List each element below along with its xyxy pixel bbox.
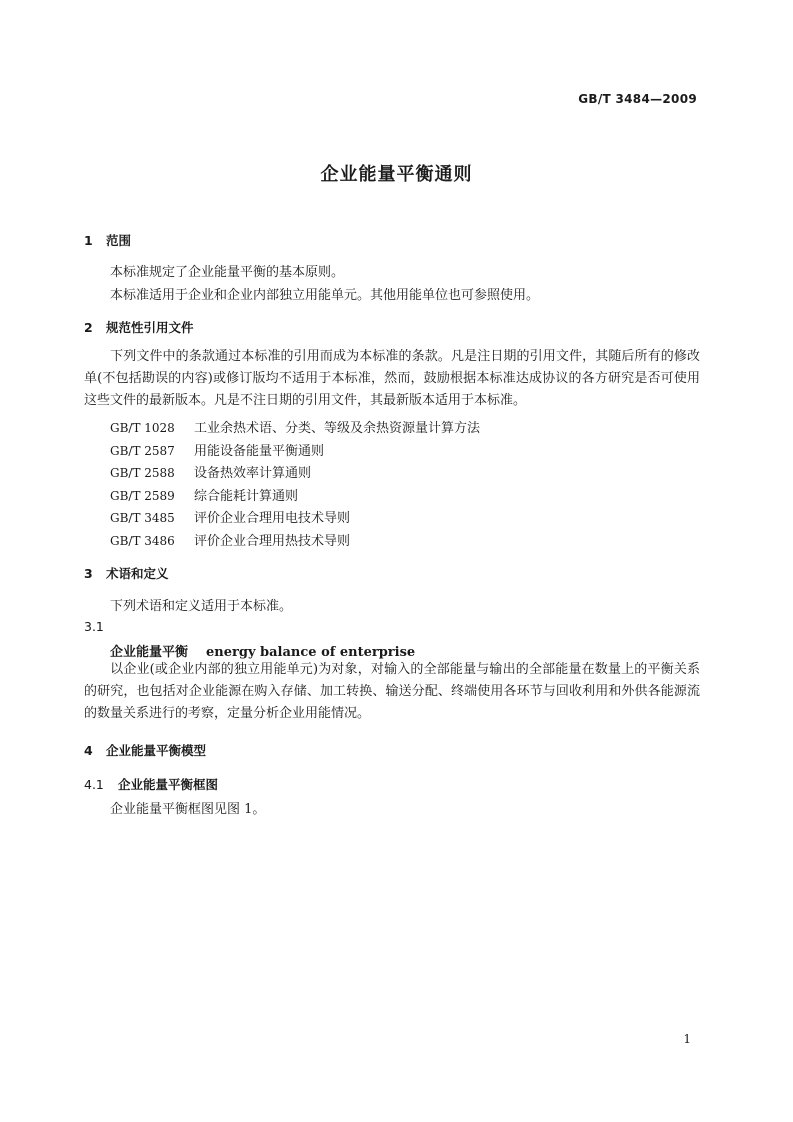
subsection-number: 3.1	[84, 619, 104, 634]
section-number: 4	[84, 743, 93, 758]
section-title: 企业能量平衡模型	[106, 743, 207, 758]
reference-title: 工业余热术语、分类、等级及余热资源量计算方法	[194, 421, 481, 436]
reference-item	[110, 440, 324, 459]
reference-title: 评价企业合理用热技术导则	[194, 534, 351, 549]
reference-item	[110, 507, 350, 526]
paragraph: 本标准规定了企业能量平衡的基本原则。	[110, 265, 345, 280]
section-number: 3	[84, 566, 93, 581]
reference-item	[110, 417, 480, 436]
section-number: 1	[84, 233, 93, 248]
document-title: 企业能量平衡通则	[320, 164, 473, 185]
reference-item	[110, 485, 298, 504]
term-english: energy balance of enterprise	[206, 645, 416, 660]
term-chinese: 企业能量平衡	[110, 645, 189, 660]
reference-title: 综合能耗计算通则	[194, 489, 299, 504]
subsection-number: 4.1	[84, 777, 104, 792]
section-number: 2	[84, 320, 93, 335]
subsection-title: 企业能量平衡框图	[118, 777, 219, 792]
reference-title: 设备热效率计算通则	[194, 466, 312, 481]
paragraph: 本标准适用于企业和企业内部独立用能单元。其他用能单位也可参照使用。	[110, 288, 540, 303]
term-entry	[110, 641, 415, 660]
reference-code: GB/T 3486	[110, 534, 175, 548]
reference-code: GB/T 1028	[110, 421, 175, 435]
section-title: 术语和定义	[106, 566, 169, 581]
paragraph	[84, 346, 700, 412]
section-3-heading	[84, 564, 169, 582]
section-2-heading	[84, 318, 194, 336]
reference-code: GB/T 2588	[110, 466, 175, 480]
reference-code: GB/T 2587	[110, 444, 175, 458]
paragraph: 下列术语和定义适用于本标准。	[110, 599, 293, 614]
reference-code: GB/T 3485	[110, 511, 175, 525]
subsection-4-1-heading	[84, 775, 218, 793]
section-4-heading	[84, 741, 206, 759]
reference-item	[110, 462, 311, 481]
paragraph: 企业能量平衡框图见图 1。	[110, 802, 266, 817]
paragraph-text: 以企业(或企业内部的独立用能单元)为对象，对输入的全部能量与输出的全部能量在数量上的平衡关系的研究，也包括对企业能源在购入存储、加工转换、输送分配、终端使用各环节与回收利用和外供各能源流的数量关系进行的考察，定量分析企业用能情况。	[84, 662, 700, 721]
reference-code: GB/T 2589	[110, 489, 175, 503]
paragraph-text: 下列文件中的条款通过本标准的引用而成为本标准的条款。凡是注日期的引用文件，其随后所有的修改单(不包括勘误的内容)或修订版均不适用于本标准，然而，鼓励根据本标准达成协议的各方研究是否可使用这些文件的最新版本。凡是不注日期的引用文件，其最新版本适用于本标准。	[84, 349, 700, 408]
standard-code: GB/T 3484—2009	[578, 92, 697, 106]
page-number: 1	[683, 1032, 691, 1046]
paragraph	[84, 659, 700, 725]
reference-title: 用能设备能量平衡通则	[194, 444, 325, 459]
reference-item	[110, 530, 350, 549]
reference-title: 评价企业合理用电技术导则	[194, 511, 351, 526]
section-title: 范围	[106, 233, 132, 248]
section-1-heading	[84, 231, 131, 249]
section-title: 规范性引用文件	[106, 320, 194, 335]
